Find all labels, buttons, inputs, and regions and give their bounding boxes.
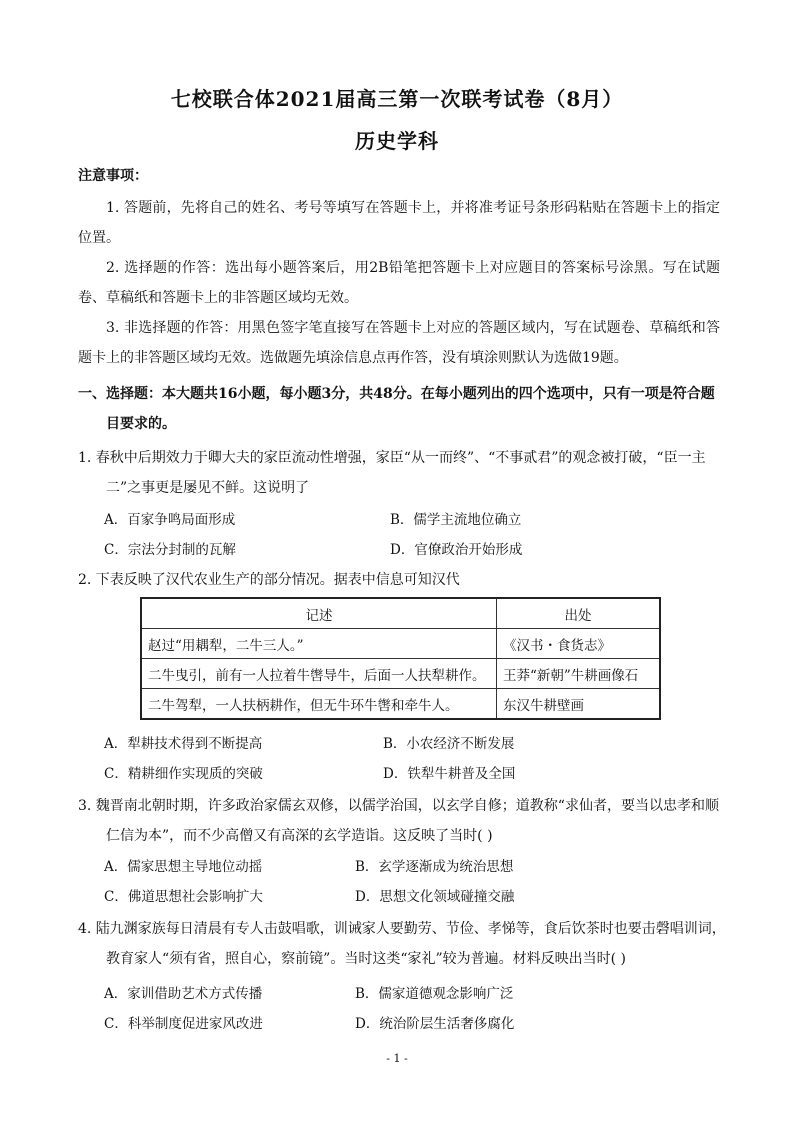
exam-title: 七校联合体2021届高三第一次联考试卷（8月） [170,87,624,111]
table-cell-source: 《汉书・食货志》 [497,629,661,659]
notice-heading: 注意事项： [78,168,148,184]
question-1-option-d: D．官僚政治开始形成 [390,542,523,558]
question-4-line2: 教育家人“须有省，照自心，察前镜”。当时这类“家礼”较为普遍。材料反映出当时( ) [106,951,627,967]
question-3-stem [78,791,726,851]
table-header-record: 记述 [141,598,497,629]
question-1-stem [78,443,726,503]
section-heading [78,379,728,439]
table-cell-record: 二牛驾犁，一人扶柄耕作，但无牛环牛辔和牵牛人。 [141,689,497,720]
question-4-line1: 4. 陆九渊家族每日清晨有专人击鼓唱歌，训诫家人要勤劳、节俭、孝悌等，食后饮茶时也要击磬唱训词， [78,921,726,937]
section-heading-line1: 一、选择题：本大题共16小题，每小题3分，共48分。在每小题列出的四个选项中，只有一项是符合题 [78,386,715,402]
question-1-option-a: A．百家争鸣局面形成 [104,512,236,528]
table-cell-record: 赵过“用耦犁，二牛三人。” [141,629,497,659]
agriculture-table [140,597,661,720]
question-1-line1: 1. 春秋中后期效力于卿大夫的家臣流动性增强，家臣“从一而终”、“不事贰君”的观念被打破，“臣一主 [78,450,706,466]
notice-item-3: 3. 非选择题的作答：用黑色签字笔直接写在答题卡上对应的答题区域内，写在试题卷、草稿纸和答题卡上的非答题区域均无效。选做题先填涂信息点再作答，没有填涂则默认为选做19题。 [78,320,720,366]
question-1-option-b: B．儒学主流地位确立 [390,512,522,528]
question-3-line2: 仁信为本”，而不少高僧又有高深的玄学造诣。这反映了当时( ) [106,828,493,844]
page-number: - 1 - [386,1052,408,1065]
question-4-option-a: A．家训借助艺术方式传播 [104,986,263,1002]
question-2-option-a: A．犁耕技术得到不断提高 [104,736,263,752]
question-3-option-a: A．儒家思想主导地位动摇 [104,859,263,875]
table-row [141,659,660,689]
question-4-option-d: D．统治阶层生活奢侈腐化 [355,1016,515,1032]
question-4-option-c: C．科举制度促进家风改进 [104,1016,263,1032]
question-1-line2: 二”之事更是屡见不鲜。这说明了 [106,480,310,496]
notice-item-1: 1. 答题前，先将自己的姓名、考号等填写在答题卡上，并将准考证号条形码粘贴在答题卡上的指定位置。 [78,200,720,246]
question-3-option-b: B．玄学逐渐成为统治思想 [355,859,514,875]
table-cell-source: 东汉牛耕壁画 [497,689,661,720]
table-cell-source: 王莽“新朝”牛耕画像石 [497,659,661,689]
question-2-option-b: B．小农经济不断发展 [383,736,515,752]
question-4-stem [78,914,726,974]
question-1-option-c: C．宗法分封制的瓦解 [104,542,236,558]
section-heading-line2: 目要求的。 [106,416,176,432]
table-row [141,629,660,659]
table-row [141,689,660,720]
question-2-option-c: C．精耕细作实现质的突破 [104,766,263,782]
subject-title: 历史学科 [355,129,439,153]
question-2-option-d: D．铁犁牛耕普及全国 [383,766,516,782]
question-3-option-c: C．佛道思想社会影响扩大 [104,889,263,905]
question-3-option-d: D．思想文化领域碰撞交融 [355,889,515,905]
question-2-stem: 2. 下表反映了汉代农业生产的部分情况。据表中信息可知汉代 [78,572,460,588]
table-cell-record: 二牛曳引，前有一人拉着牛辔导牛，后面一人扶犁耕作。 [141,659,497,689]
question-3-line1: 3. 魏晋南北朝时期，许多政治家儒玄双修，以儒学治国，以玄学自修；道教称“求仙者，要当以忠孝和顺 [78,798,719,814]
table-header-row [141,598,660,629]
question-4-option-b: B．儒家道德观念影响广泛 [355,986,514,1002]
notice-item-2: 2. 选择题的作答：选出每小题答案后，用2B铅笔把答题卡上对应题目的答案标号涂黑。写在试题卷、草稿纸和答题卡上的非答题区域均无效。 [78,260,720,306]
table-header-source: 出处 [497,598,661,629]
